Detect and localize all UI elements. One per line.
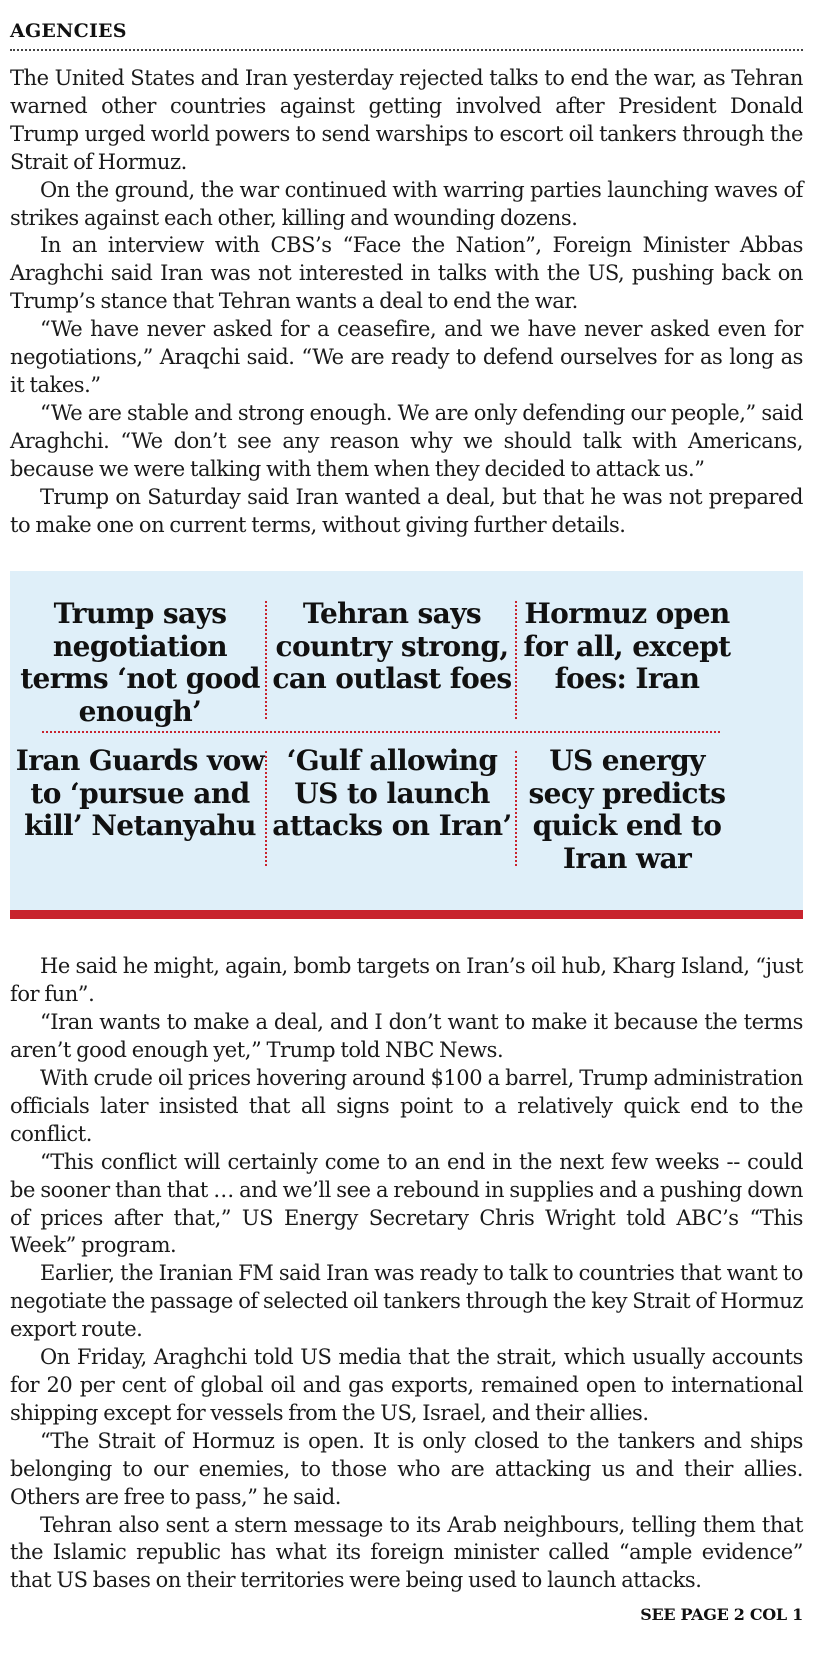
article	[10, 0, 803, 1624]
continued-on-link[interactable]: SEE PAGE 2 COL 1	[640, 1605, 803, 1625]
byline: AGENCIES	[10, 20, 127, 42]
paragraph: In an interview with CBS’s “Face the Nation”, Foreign Minister Abbas Araghchi said Iran was not interested in talks with the US, pushing back on Trump’s stance that Tehran wants a deal to end the war.	[10, 233, 803, 314]
paragraph: Tehran also sent a stern message to its Arab neighbours, telling them that the Islamic republic has what its foreign minister called “ample evidence” that US bases on their territories were being used to launch attacks.	[10, 1512, 803, 1593]
paragraph: “We have never asked for a ceasefire, and we have never asked even for negotiations,” Araqchi said. “We are ready to defend ourselves for as long as it takes.”	[10, 317, 803, 397]
byline-divider	[10, 49, 803, 51]
headline-link[interactable]: US energy secy predicts quick end to Iran war	[528, 744, 726, 875]
paragraph: On Friday, Araghchi told US media that the strait, which usually accounts for 20 per cent of global oil and gas exports, remained open to international shipping except for vessels from the US, Israel, and their allies.	[10, 1345, 803, 1425]
paragraph: “The Strait of Hormuz is open. It is only closed to the tankers and ships belonging to our enemies, to those who are attacking us and their allies. Others are free to pass,” he said.	[10, 1428, 803, 1509]
article-body-bottom	[10, 953, 803, 1595]
vertical-divider	[515, 751, 517, 866]
horizontal-divider	[42, 731, 720, 733]
paragraph: “Iran wants to make a deal, and I don’t want to make it because the terms aren’t good enough yet,” Trump told NBC News.	[10, 1010, 803, 1063]
headline-link[interactable]: Iran Guards vow to ‘pursue and kill’ Netanyahu	[15, 744, 265, 843]
box-bottom-bar	[10, 910, 803, 919]
paragraph: He said he might, again, bomb targets on Iran’s oil hub, Kharg Island, “just for fun”.	[10, 954, 803, 1007]
headline-link[interactable]: Trump says negotiation terms ‘not good enough’	[20, 597, 260, 728]
paragraph: Earlier, the Iranian FM said Iran was ready to talk to countries that want to negotiate the passage of selected oil tankers through the key Strait of Hormuz export route.	[10, 1261, 803, 1342]
paragraph: The United States and Iran yesterday rejected talks to end the war, as Tehran warned other countries against getting involved after President Donald Trump urged world powers to send warships to escort oil tankers through the Strait of Hormuz.	[10, 66, 803, 174]
headline-link[interactable]: Tehran says country strong, can outlast foes	[272, 597, 512, 696]
related-headlines-box	[10, 571, 803, 919]
headline-link[interactable]: Hormuz open for all, except foes: Iran	[523, 597, 731, 696]
vertical-divider	[515, 601, 517, 719]
article-body-top	[10, 65, 803, 539]
paragraph: “This conflict will certainly come to an end in the next few weeks -- could be sooner than that … and we’ll see a rebound in supplies and a pushing down of prices after that,” US Energy Secretary Chris Wright told ABC’s “This Week” program.	[10, 1149, 803, 1258]
paragraph: With crude oil prices hovering around $100 a barrel, Trump administration officials later insisted that all signs point to a relatively quick end to the conflict.	[10, 1066, 803, 1146]
vertical-divider	[265, 751, 267, 866]
paragraph: Trump on Saturday said Iran wanted a deal, but that he was not prepared to make one on current terms, without giving further details.	[10, 484, 803, 537]
paragraph: “We are stable and strong enough. We are only defending our people,” said Araghchi. “We don’t see any reason why we should talk with Americans, because we were talking with them when they decided to attack us.”	[10, 400, 803, 481]
headline-link[interactable]: ‘Gulf allowing US to launch attacks on Iran’	[272, 744, 512, 843]
paragraph: On the ground, the war continued with warring parties launching waves of strikes against each other, killing and wounding dozens.	[10, 177, 803, 230]
vertical-divider	[265, 601, 267, 719]
